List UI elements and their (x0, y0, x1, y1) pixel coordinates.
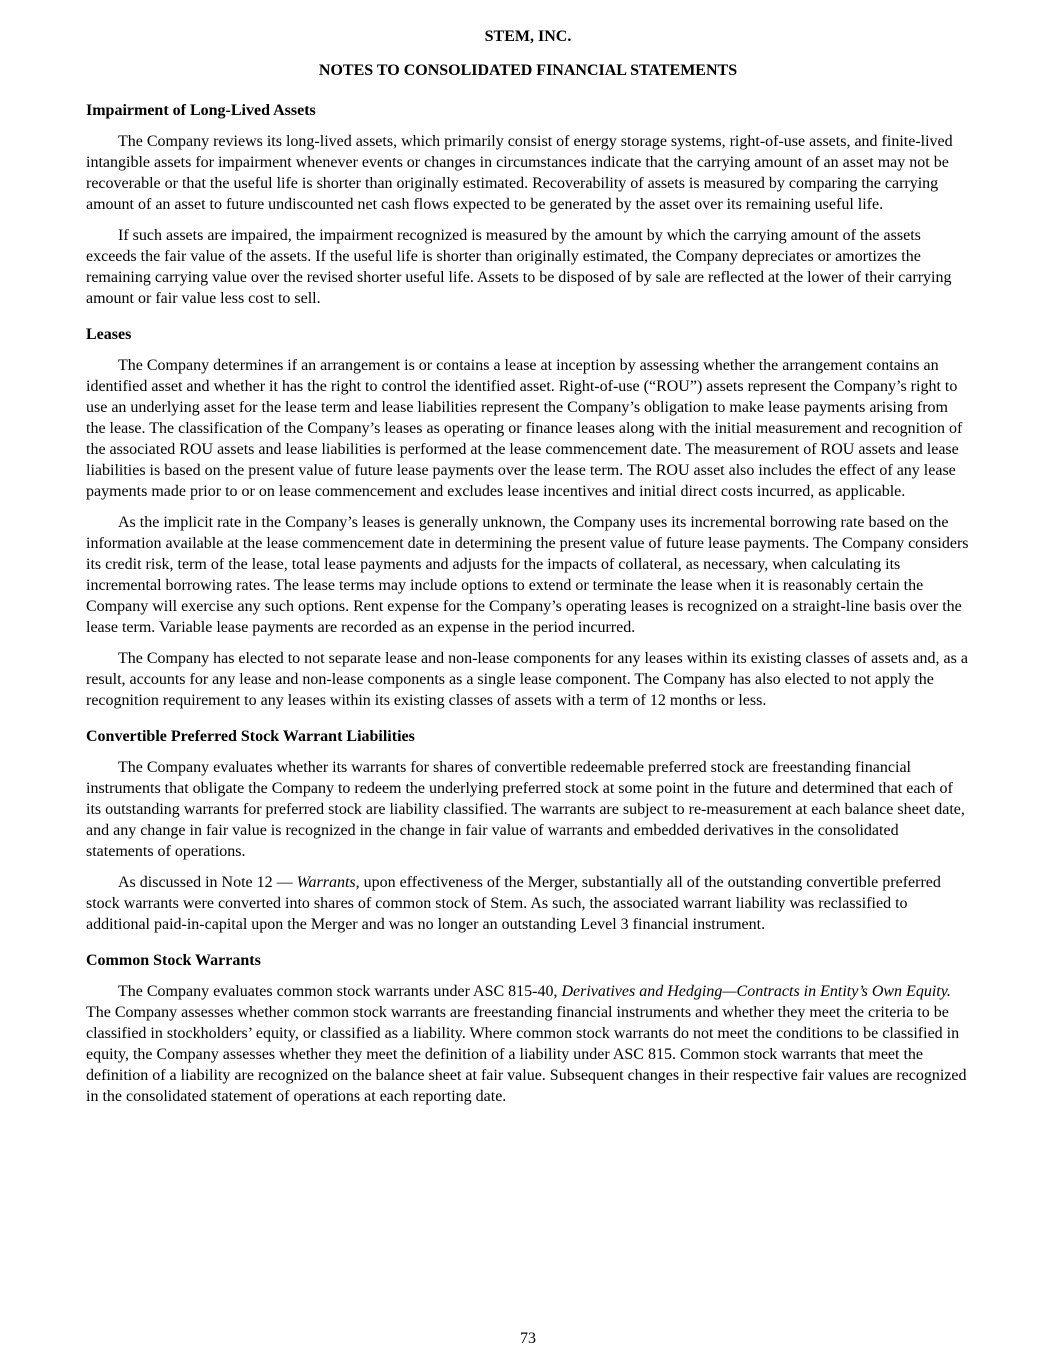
document-section (86, 100, 970, 309)
paragraph (86, 648, 970, 711)
document-title: NOTES TO CONSOLIDATED FINANCIAL STATEMENTS (318, 62, 738, 79)
document-sections (86, 85, 970, 1107)
text-run: If such assets are impaired, the impairment recognized is measured by the amount by which the carrying amount of the assets exceeds the fair value of the assets. If the useful life is shorter than originally estimated, the Company depreciates or amortizes the remaining carrying value over the revised shorter useful life. Assets to be disposed of by sale are reflected at the lower of their carrying amount or fair value less cost to sell. (86, 227, 952, 307)
document-section (86, 726, 970, 935)
section-heading: Leases (86, 326, 132, 343)
section-heading: Impairment of Long-Lived Assets (86, 102, 316, 119)
section-heading: Common Stock Warrants (86, 952, 261, 969)
text-run: The Company evaluates common stock warrants under ASC 815-40, (118, 983, 562, 1000)
paragraph (86, 512, 970, 638)
text-run: , upon effectiveness of the Merger, substantially all of the outstanding convertible preferred stock warrants were converted into shares of common stock of Stem. As such, the associated warrant liability was reclassified to additional paid-in-capital upon the Merger and was no longer an outstanding Level 3 financial instrument. (86, 874, 941, 933)
paragraph (86, 225, 970, 309)
paragraph (86, 757, 970, 862)
italic-text-run: Warrants (296, 874, 356, 891)
company-name: STEM, INC. (484, 28, 572, 45)
text-run: As discussed in Note 12 — (118, 874, 297, 891)
page-number: 73 (520, 1330, 536, 1347)
paragraph (86, 981, 970, 1107)
text-run: As the implicit rate in the Company’s leases is generally unknown, the Company uses its incremental borrowing rate based on the information available at the lease commencement date in determining the present value of future lease payments. The Company considers its credit risk, term of the lease, total lease payments and adjusts for the impacts of collateral, as necessary, when calculating its incremental borrowing rates. The lease terms may include options to extend or terminate the lease when it is reasonably certain the Company will exercise any such options. Rent expense for the Company’s operating leases is recognized on a straight-line basis over the lease term. Variable lease payments are recorded as an expense in the period incurred. (86, 514, 969, 636)
document-header (86, 26, 970, 85)
italic-text-run: Derivatives and Hedging—Contracts in Entity’s Own Equity. (561, 983, 951, 1000)
text-run: The Company reviews its long-lived assets, which primarily consist of energy storage systems, right-of-use assets, and finite-lived intangible assets for impairment whenever events or changes in circumstances indicate that the carrying amount of an asset may not be recoverable or that the useful life is shorter than originally estimated. Recoverability of assets is measured by comparing the carrying amount of an asset to future undiscounted net cash flows expected to be generated by the asset over its remaining useful life. (86, 133, 953, 213)
paragraph (86, 355, 970, 502)
paragraph (86, 131, 970, 215)
text-run: The Company assesses whether common stock warrants are freestanding financial instruments and whether they meet the criteria to be classified in stockholders’ equity, or classified as a liability. Where common stock warrants do not meet the conditions to be classified in equity, the Company assesses whether they meet the definition of a liability under ASC 815. Common stock warrants that meet the definition of a liability are recognized on the balance sheet at fair value. Subsequent changes in their respective fair values are recognized in the consolidated statement of operations at each reporting date. (86, 1004, 967, 1105)
text-run: The Company evaluates whether its warrants for shares of convertible redeemable preferred stock are freestanding financial instruments that obligate the Company to redeem the underlying preferred stock at some point in the future and determined that each of its outstanding warrants for preferred stock are liability classified. The warrants are subject to re-measurement at each balance sheet date, and any change in fair value is recognized in the change in fair value of warrants and embedded derivatives in the consolidated statements of operations. (86, 759, 965, 860)
text-run: The Company determines if an arrangement is or contains a lease at inception by assessing whether the arrangement contains an identified asset and whether it has the right to control the identified asset. Right-of-use (“ROU”) assets represent the Company’s right to use an underlying asset for the lease term and lease liabilities represent the Company’s obligation to make lease payments arising from the lease. The classification of the Company’s leases as operating or finance leases along with the initial measurement and recognition of the associated ROU assets and lease liabilities is performed at the lease commencement date. The measurement of ROU assets and lease liabilities is based on the present value of future lease payments over the lease term. The ROU asset also includes the effect of any lease payments made prior to or on lease commencement and excludes lease incentives and initial direct costs incurred, as applicable. (86, 357, 963, 500)
section-heading: Convertible Preferred Stock Warrant Liabilities (86, 728, 415, 745)
paragraph (86, 872, 970, 935)
document-section (86, 950, 970, 1107)
page-footer (86, 1298, 970, 1349)
document-section (86, 324, 970, 711)
text-run: The Company has elected to not separate lease and non-lease components for any leases within its existing classes of assets and, as a result, accounts for any lease and non-lease components as a single lease component. The Company has also elected to not apply the recognition requirement to any leases within its existing classes of assets with a term of 12 months or less. (86, 650, 968, 709)
